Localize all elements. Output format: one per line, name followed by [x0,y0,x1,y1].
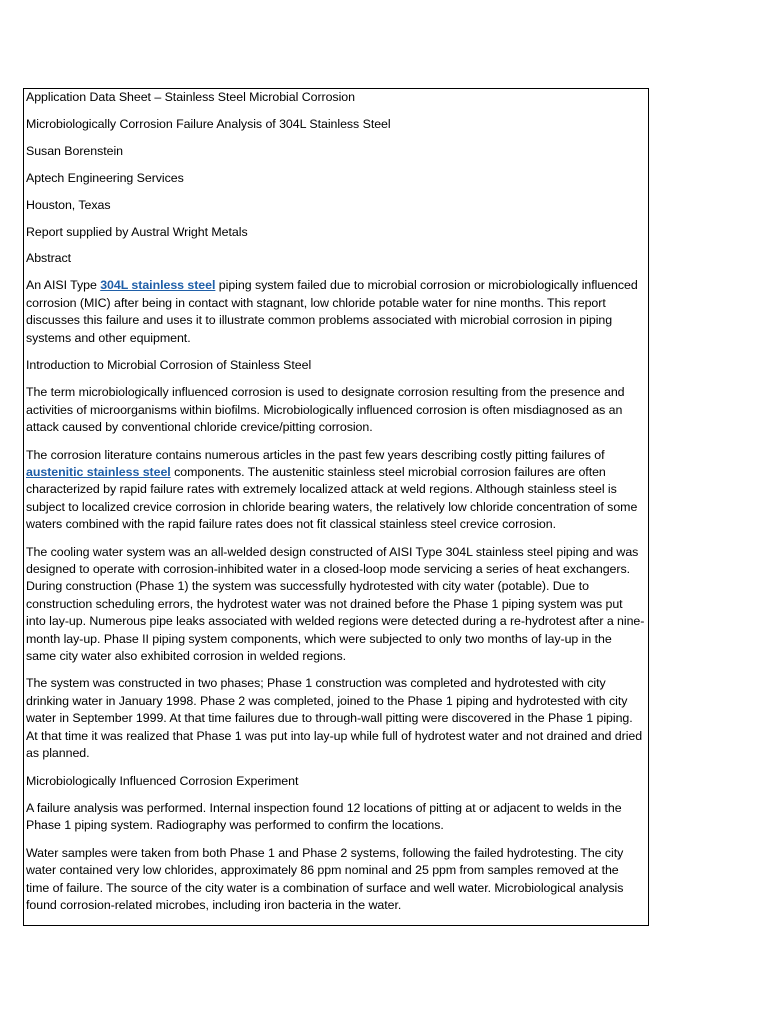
link-austenitic-stainless-steel[interactable]: austenitic stainless steel [26,465,171,479]
intro-p2-text-start: The corrosion literature contains numerous articles in the past few years describing costly pitting failures of [26,447,605,462]
location-text: Houston, Texas [26,197,111,212]
document-frame [23,88,649,926]
abstract-paragraph [26,277,645,347]
intro-paragraph-2 [26,447,645,534]
intro-paragraph-1: The term microbiologically influenced corrosion is used to designate corrosion resulting from the presence and activities of microorganisms within biofilms. Microbiologically influenced corrosion is often misdiagnosed as an attack caused by conventional chloride crevice/pitting corrosion. [26,385,625,435]
document-title: Application Data Sheet – Stainless Steel Microbial Corrosion [26,90,355,104]
abstract-heading: Abstract [26,251,72,266]
report-title: Microbiologically Corrosion Failure Analysis of 304L Stainless Steel [26,116,391,131]
cooling-system-paragraph: The cooling water system was an all-welded design constructed of AISI Type 304L stainless steel piping and was designed to operate with corrosion-inhibited water in a closed-loop mode servicing a series of heat exchangers. During construction (Phase 1) the system was successfully hydrotested with city water (potable). Due to construction scheduling errors, the hydrotest water was not drained before the Phase 1 piping system was put into lay-up. Numerous pipe leaks associated with welded regions were detected during a re-hydrotest after a nine-month lay-up. Phase II piping system components, which were subjected to only two months of lay-up in the same city water also exhibited corrosion in welded regions. [26,544,645,664]
link-304l-stainless-steel[interactable]: 304L stainless steel [100,278,216,293]
construction-phases-paragraph: The system was constructed in two phases; Phase 1 construction was completed and hydrotested with city drinking water in January 1998. Phase 2 was completed, joined to the Phase 1 piping and hydrotested with city water in September 1999. At that time failures due to through-wall pitting were discovered in the Phase 1 piping. At that time it was realized that Phase 1 was put into lay-up while full of hydrotest water and not drained and dried as planned. [26,676,643,761]
experiment-paragraph-1: A failure analysis was performed. Internal inspection found 12 locations of pitting at or adjacent to welds in the Phase 1 piping system. Radiography was performed to confirm the locations. [26,800,622,833]
author-name: Susan Borenstein [26,143,124,158]
abstract-text-start: An AISI Type [26,278,101,293]
experiment-paragraph-2: Water samples were taken from both Phase 1 and Phase 2 systems, following the failed hydrotesting. The city water contained very low chlorides, approximately 86 ppm nominal and 25 ppm from samples removed at the time of failure. The source of the city water is a combination of surface and well water. Microbiological analysis found corrosion-related microbes, including iron bacteria in the water. [26,845,624,912]
organization-name: Aptech Engineering Services [26,170,184,185]
experiment-heading: Microbiologically Influenced Corrosion Experiment [26,773,299,788]
report-source: Report supplied by Austral Wright Metals [26,224,248,239]
abstract-text-end: piping system failed due to microbial corrosion or microbiologically influenced corrosion (MIC) after being in contact with stagnant, low chloride potable water for nine months. This report discusses this failure and uses it to illustrate common problems associated with microbial corrosion in piping systems and other equipment. [26,278,638,345]
intro-p2-text-end: components. The austenitic stainless steel microbial corrosion failures are often characterized by rapid failure rates with extremely localized attack at weld regions. Although stainless steel is subject to localized crevice corrosion in chloride bearing waters, the relatively low chloride concentration of some waters combined with the rapid failure rates does not fit classical stainless steel crevice corrosion. [26,465,638,532]
intro-heading: Introduction to Microbial Corrosion of Stainless Steel [26,357,312,372]
